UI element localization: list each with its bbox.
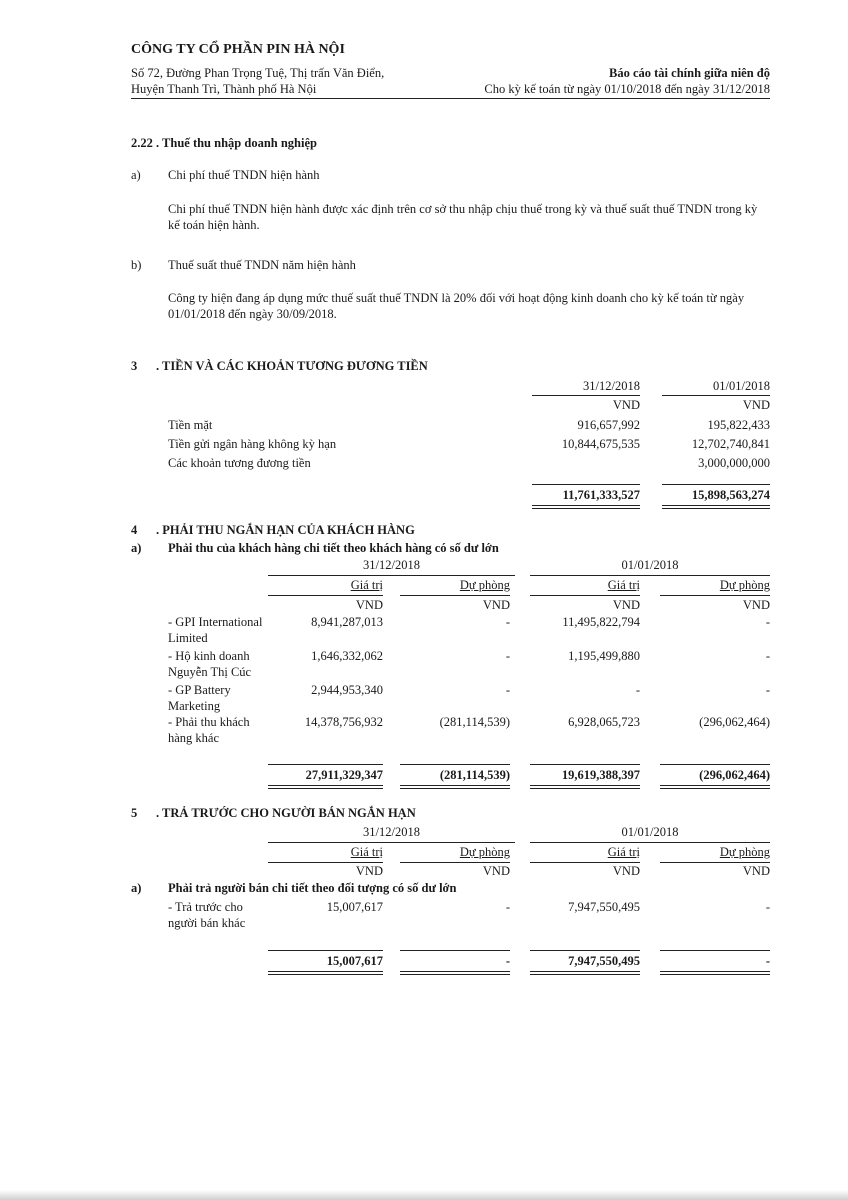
s4-row-value-2: 6,928,065,723 <box>568 715 640 729</box>
s5-total-top-rule <box>530 950 640 951</box>
s5-date-2: 01/01/2018 <box>621 825 679 839</box>
s4-header-value-1: Giá trị <box>350 578 383 592</box>
s4-total-top-rule <box>660 764 770 765</box>
section-5-number: 5 <box>131 806 138 820</box>
s3-row-label: Tiền mặt <box>168 418 213 432</box>
s5-row-label-cont: người bán khác <box>168 916 246 930</box>
s4-row-provision-1: - <box>505 683 510 697</box>
s4-date-2: 01/01/2018 <box>621 558 679 572</box>
s4-col-rule <box>268 595 383 596</box>
s5-col-rule <box>400 862 510 863</box>
s5-unit: VND <box>742 864 770 878</box>
section-4-number: 4 <box>131 523 138 537</box>
s4-unit: VND <box>482 598 510 612</box>
s4-total-provision-1: (281,114,539) <box>439 768 510 782</box>
header-rule <box>131 98 770 99</box>
s3-row-label: Tiền gửi ngân hàng không kỳ hạn <box>168 437 337 451</box>
s3-unit-1: VND <box>612 398 640 412</box>
s4-row-value-1: 1,646,332,062 <box>311 649 383 663</box>
s5-date-2-rule <box>530 842 770 843</box>
s4-row-provision-1: - <box>505 615 510 629</box>
s5-unit: VND <box>482 864 510 878</box>
s5-unit: VND <box>355 864 383 878</box>
s4-header-provision-2: Dự phòng <box>719 578 770 592</box>
s4-col-rule <box>530 595 640 596</box>
s5-unit: VND <box>612 864 640 878</box>
s5-row-provision-1: - <box>505 900 510 914</box>
s3-row-value-2: 12,702,740,841 <box>691 437 770 451</box>
s5-total-double-rule <box>530 971 640 975</box>
company-address-line1: Số 72, Đường Phan Trọng Tuệ, Thị trấn Văn Điển, <box>131 66 385 80</box>
s5-total-provision-1: - <box>505 954 510 968</box>
s4-row-value-1: 14,378,756,932 <box>304 715 383 729</box>
s4-row-label: - GPI International <box>168 615 263 629</box>
section-2-22-title: 2.22 . Thuế thu nhập doanh nghiệp <box>131 136 317 150</box>
s4-unit: VND <box>355 598 383 612</box>
s5-row-value-2: 7,947,550,495 <box>568 900 640 914</box>
s4-total-provision-2: (296,062,464) <box>699 768 770 782</box>
company-address-line2: Huyện Thanh Trì, Thành phố Hà Nội <box>131 82 317 96</box>
s3-col-date-1: 31/12/2018 <box>583 379 640 393</box>
item-a-label: a) <box>131 168 141 182</box>
s3-unit-2: VND <box>742 398 770 412</box>
s5-header-provision-1: Dự phòng <box>459 845 510 859</box>
s4-row-label-cont: Nguyễn Thị Cúc <box>168 665 252 679</box>
s4-row-label: - Phải thu khách <box>168 715 250 729</box>
s4-date-2-rule <box>530 575 770 576</box>
s5-a-label: a) <box>131 881 142 895</box>
s4-total-double-rule <box>400 785 510 789</box>
s4-row-label: - Hộ kinh doanh <box>168 649 250 663</box>
s4-col-rule <box>660 595 770 596</box>
s5-total-top-rule <box>400 950 510 951</box>
section-4-title: . PHẢI THU NGẮN HẠN CỦA KHÁCH HÀNG <box>156 523 415 537</box>
s5-total-provision-2: - <box>765 954 770 968</box>
s4-total-value-2: 19,619,388,397 <box>561 768 640 782</box>
s4-total-top-rule <box>530 764 640 765</box>
s4-row-value-1: 2,944,953,340 <box>311 683 383 697</box>
s4-col-rule <box>400 595 510 596</box>
item-b-label: b) <box>131 258 142 272</box>
s3-total-top-rule <box>662 484 770 485</box>
s3-row-label: Các khoản tương đương tiền <box>168 456 311 470</box>
s5-col-rule <box>268 862 383 863</box>
s5-date-1: 31/12/2018 <box>363 825 420 839</box>
s4-a-label: a) <box>131 541 142 555</box>
s5-row-label: - Trả trước cho <box>168 900 243 914</box>
s4-total-top-rule <box>268 764 383 765</box>
company-name: CÔNG TY CỔ PHẦN PIN HÀ NỘI <box>131 42 345 57</box>
s5-total-value-1: 15,007,617 <box>326 954 383 968</box>
s4-row-label-cont: hàng khác <box>168 731 220 745</box>
s5-total-value-2: 7,947,550,495 <box>568 954 640 968</box>
s5-col-rule <box>530 862 640 863</box>
item-b-title: Thuế suất thuế TNDN năm hiện hành <box>168 258 356 272</box>
item-a-paragraph: Chi phí thuế TNDN hiện hành được xác định trên cơ sở thu nhập chịu thuế trong kỳ và thuế suất thuế TNDN trong kỳ kế toán hiện hành. <box>168 202 758 232</box>
s4-row-provision-2: - <box>765 683 770 697</box>
s5-row-value-1: 15,007,617 <box>326 900 383 914</box>
s3-total-top-rule <box>532 484 640 485</box>
s5-total-double-rule <box>400 971 510 975</box>
s3-row-value-2: 3,000,000,000 <box>698 456 770 470</box>
s3-row-value-1: 10,844,675,535 <box>561 437 640 451</box>
s4-row-provision-2: - <box>765 615 770 629</box>
s4-row-provision-1: (281,114,539) <box>439 715 510 729</box>
scan-bottom-edge <box>0 1190 848 1200</box>
s4-header-value-2: Giá trị <box>607 578 640 592</box>
item-a-title: Chi phí thuế TNDN hiện hành <box>168 168 320 182</box>
s3-row-value-2: 195,822,433 <box>707 418 770 432</box>
s4-total-value-1: 27,911,329,347 <box>305 768 383 782</box>
s4-total-double-rule <box>660 785 770 789</box>
s5-total-double-rule <box>660 971 770 975</box>
s4-header-provision-1: Dự phòng <box>459 578 510 592</box>
s3-col-date-2: 01/01/2018 <box>713 379 770 393</box>
s3-total-2: 15,898,563,274 <box>691 488 770 502</box>
s4-row-value-2: - <box>635 683 640 697</box>
s4-row-label-cont: Limited <box>168 631 208 645</box>
s4-row-provision-2: - <box>765 649 770 663</box>
s4-row-value-2: 1,195,499,880 <box>568 649 640 663</box>
s4-total-top-rule <box>400 764 510 765</box>
report-period: Cho kỳ kế toán từ ngày 01/10/2018 đến ngày 31/12/2018 <box>484 82 770 96</box>
s4-date-1-rule <box>268 575 515 576</box>
s5-date-1-rule <box>268 842 515 843</box>
s4-row-label: - GP Battery <box>168 683 231 697</box>
s5-total-double-rule <box>268 971 383 975</box>
s3-total-double-rule <box>532 505 640 509</box>
s4-row-value-1: 8,941,287,013 <box>311 615 383 629</box>
s4-unit: VND <box>742 598 770 612</box>
s4-row-value-2: 11,495,822,794 <box>562 615 640 629</box>
s4-date-1: 31/12/2018 <box>363 558 420 572</box>
s4-total-double-rule <box>268 785 383 789</box>
s5-total-top-rule <box>268 950 383 951</box>
section-5-title: . TRẢ TRƯỚC CHO NGƯỜI BÁN NGẮN HẠN <box>156 806 416 820</box>
s3-row-value-1: 916,657,992 <box>577 418 640 432</box>
s5-row-provision-2: - <box>765 900 770 914</box>
s4-a-title: Phải thu của khách hàng chi tiết theo khách hàng có số dư lớn <box>168 541 499 555</box>
s3-col2-rule <box>662 395 770 396</box>
s5-col-rule <box>660 862 770 863</box>
item-b-paragraph: Công ty hiện đang áp dụng mức thuế suất thuế TNDN là 20% đối với hoạt động kinh doanh cho kỳ kế toán từ ngày 01/01/2018 đến ngày 30/09/2018. <box>168 291 745 321</box>
s5-a-title: Phải trả người bán chi tiết theo đối tượng có số dư lớn <box>168 881 457 895</box>
s5-header-value-1: Giá trị <box>350 845 383 859</box>
s5-total-top-rule <box>660 950 770 951</box>
s4-unit: VND <box>612 598 640 612</box>
s5-header-provision-2: Dự phòng <box>719 845 770 859</box>
s4-total-double-rule <box>530 785 640 789</box>
section-3-number: 3 <box>131 359 138 373</box>
s4-row-label-cont: Marketing <box>168 699 221 713</box>
s4-row-provision-2: (296,062,464) <box>699 715 770 729</box>
s3-total-1: 11,761,333,527 <box>562 488 640 502</box>
report-title: Báo cáo tài chính giữa niên độ <box>609 66 770 80</box>
s5-header-value-2: Giá trị <box>607 845 640 859</box>
s4-row-provision-1: - <box>505 649 510 663</box>
s3-total-double-rule <box>662 505 770 509</box>
s3-col1-rule <box>532 395 640 396</box>
section-3-title: . TIỀN VÀ CÁC KHOẢN TƯƠNG ĐƯƠNG TIỀN <box>156 359 428 373</box>
